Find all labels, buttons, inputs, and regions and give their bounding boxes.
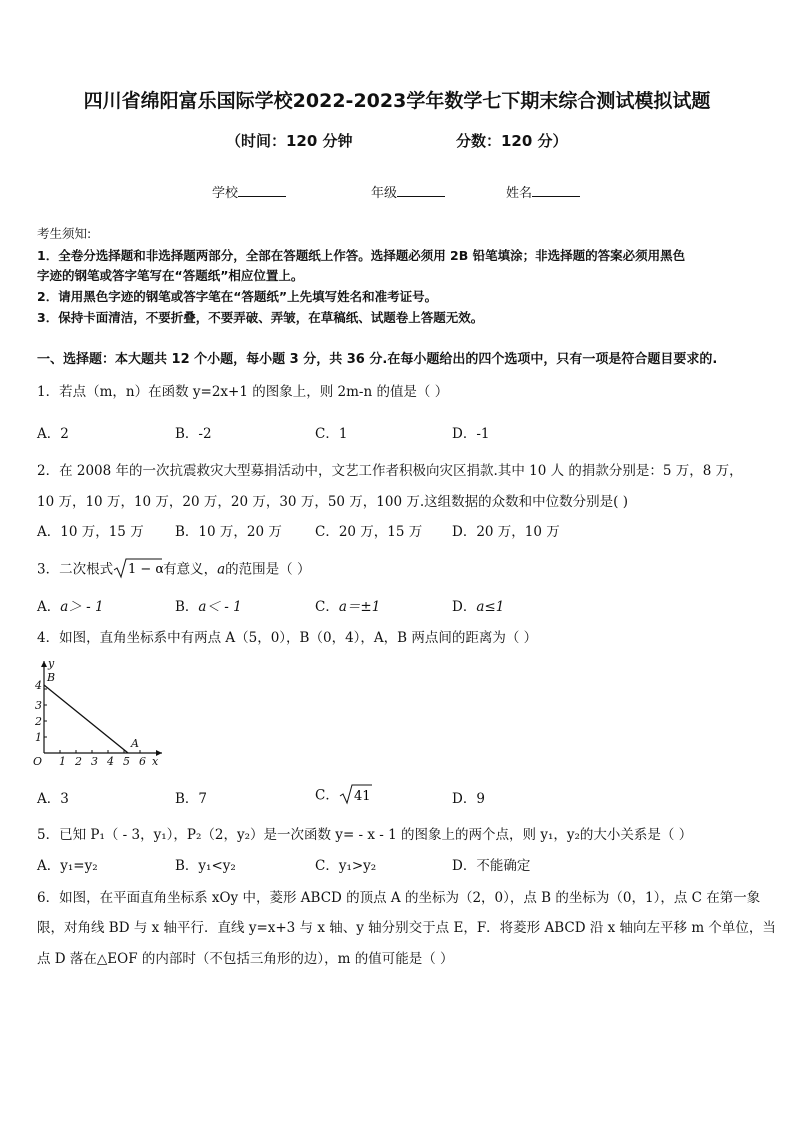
y-tick-label: 3 (35, 699, 42, 712)
q5-option-c: C．y₁>y₂ (315, 858, 377, 874)
point-a-label: A (131, 737, 139, 750)
question-3-stem (37, 557, 310, 583)
notice-heading: 考生须知: (37, 226, 92, 241)
origin-label: O (33, 755, 43, 767)
question-6-stem: 6．如图，在平面直角坐标系 xOy 中，菱形 ABCD 的顶点 A 的坐标为（2，0），点 B 的坐标为（0，1），点 C 在第一象 (37, 890, 761, 906)
x-tick-label: 6 (139, 755, 146, 767)
page-title: 四川省绵阳富乐国际学校2022-2023学年数学七下期末综合测试模拟试题 (83, 90, 711, 112)
q4-option-d: D．9 (452, 791, 485, 807)
notice-item: 2．请用黑色字迹的钢笔或答字笔在“答题纸”上先填写姓名和准考证号。 (37, 289, 438, 304)
exam-score: 分数：120 分） (456, 132, 568, 150)
school-field (212, 182, 286, 201)
name-blank (532, 184, 580, 197)
grade-label: 年级 (371, 186, 398, 201)
notice-item: 1．全卷分选择题和非选择题两部分，全部在答题纸上作答。选择题必须用 2B 铅笔填涂；非选择题的答案必须用黑色 (37, 248, 686, 263)
school-blank (238, 184, 286, 197)
svg-text:41: 41 (353, 789, 371, 804)
question-2-stem-cont: 10 万，10 万，10 万，20 万，20 万，30 万，50 万，100 万.这组数据的众数和中位数分别是( ) (37, 494, 628, 510)
q1-option-b: B．-2 (175, 426, 212, 442)
q2-option-c: C．20 万，15 万 (315, 524, 423, 540)
y-axis-label: y (48, 657, 55, 670)
x-tick-label: 5 (123, 755, 130, 767)
q4-option-b: B．7 (175, 791, 208, 807)
x-tick-label: 2 (75, 755, 82, 767)
grade-blank (397, 184, 445, 197)
question-4-stem: 4．如图，直角坐标系中有两点 A（5，0），B（0，4），A，B 两点间的距离为（ ） (37, 630, 538, 646)
y-tick-label: 1 (35, 731, 42, 744)
square-root-41 (339, 783, 373, 809)
square-root-expression (113, 557, 163, 583)
q3-option-a: A．a＞ - 1 (37, 599, 104, 615)
question-6-stem-cont: 限，对角线 BD 与 x 轴平行．直线 y=x+3 与 x 轴、y 轴分别交于点 E，F．将菱形 ABCD 沿 x 轴向左平移 m 个单位，当 (37, 920, 776, 936)
y-tick-label: 4 (35, 679, 42, 692)
notice-item: 字迹的钢笔或答字笔写在“答题纸”相应位置上。 (37, 268, 304, 283)
q2-option-d: D．20 万，10 万 (452, 524, 560, 540)
q3-option-c: C．a＝±1 (315, 599, 381, 615)
name-field (506, 182, 580, 201)
school-label: 学校 (212, 186, 239, 201)
grade-field (371, 182, 445, 201)
q2-option-a: A．10 万，15 万 (37, 524, 144, 540)
point-b-label: B (47, 671, 56, 684)
section-heading: 一、选择题：本大题共 12 个小题，每小题 3 分，共 36 分.在每小题给出的四个选项中，只有一项是符合题目要求的. (37, 352, 718, 367)
name-label: 姓名 (506, 186, 533, 201)
q3-suffix: 有意义， (163, 561, 218, 578)
x-tick-label: 1 (59, 755, 66, 767)
q3-option-b: B．a＜ - 1 (175, 599, 242, 615)
q2-option-b: B．10 万，20 万 (175, 524, 282, 540)
q1-option-c: C．1 (315, 426, 348, 442)
exam-time: （时间：120 分钟 (226, 132, 353, 150)
q5-option-a: A．y₁=y₂ (37, 858, 98, 874)
q4-option-c: C． 41 (315, 783, 373, 809)
q1-option-a: A．2 (37, 426, 69, 442)
q3-suffix2: 的范围是（ ） (225, 561, 311, 578)
coordinate-figure (30, 655, 170, 767)
y-axis-arrow (41, 661, 47, 667)
y-tick-label: 2 (35, 715, 42, 728)
q3-option-d: D．a≤1 (452, 599, 505, 615)
q3-radicand: 1 − α (128, 562, 164, 577)
x-axis-label: x (152, 755, 159, 767)
question-6-stem-cont: 点 D 落在△EOF 的内部时（不包括三角形的边），m 的值可能是（ ） (37, 951, 454, 967)
question-2-stem: 2．在 2008 年的一次抗震救灾大型募捐活动中，文艺工作者积极向灾区捐款.其中 10 人 的捐款分别是：5 万，8 万， (37, 463, 743, 479)
x-tick-label: 3 (91, 755, 98, 767)
notice-item: 3．保持卡面清洁，不要折叠，不要弄破、弄皱，在草稿纸、试题卷上答题无效。 (37, 310, 484, 325)
question-5-stem: 5．已知 P₁（ - 3，y₁），P₂（2，y₂）是一次函数 y= - x - 1 的图象上的两个点，则 y₁，y₂的大小关系是（ ） (37, 827, 693, 843)
q3-variable: a (217, 561, 226, 578)
q4-option-a: A．3 (37, 791, 69, 807)
q5-option-b: B．y₁<y₂ (175, 858, 236, 874)
q3-prefix: 3．二次根式 (37, 561, 114, 578)
segment-ab (44, 685, 128, 753)
q5-option-d: D．不能确定 (452, 858, 531, 874)
x-tick-label: 4 (107, 755, 114, 767)
question-1-stem: 1．若点（m，n）在函数 y=2x+1 的图象上，则 2m-n 的值是（ ） (37, 384, 449, 400)
q1-option-d: D．-1 (452, 426, 490, 442)
